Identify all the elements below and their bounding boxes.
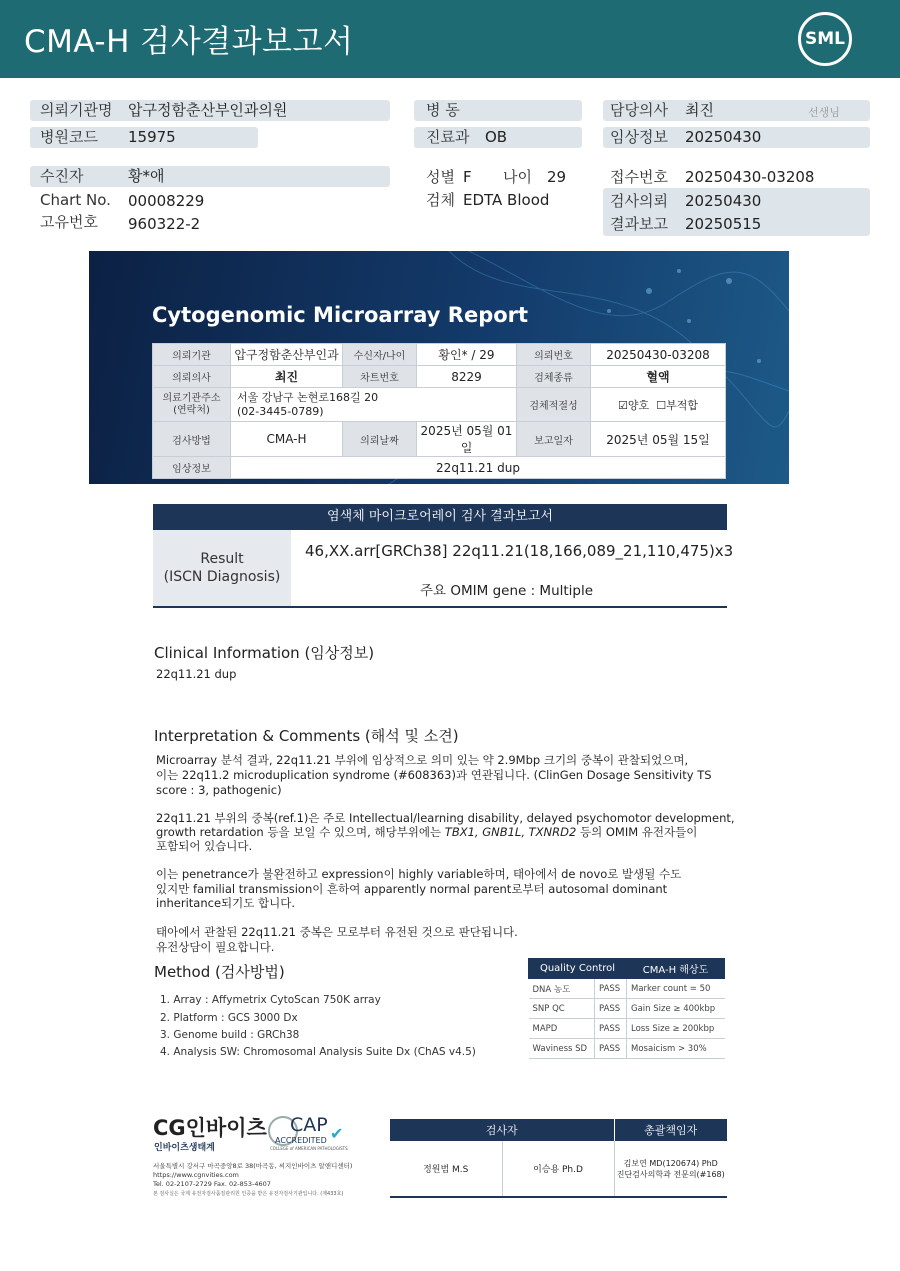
id-label: 고유번호	[40, 213, 98, 231]
phone: (02-3445-0789)	[237, 404, 324, 418]
tester1-signature: 정원범 M.S	[390, 1141, 502, 1197]
code-label: 병원코드	[40, 128, 98, 146]
request-label: 검사의뢰	[610, 192, 668, 210]
cap-college: COLLEGE of AMERICAN PATHOLOGISTS	[270, 1146, 348, 1151]
qc-status: PASS	[595, 1019, 627, 1039]
report-label: 결과보고	[610, 215, 668, 233]
interp-line: Microarray 분석 결과, 22q11.21 부위에 임상적으로 의미 있는 약 2.9Mbp 크기의 중복이 관찰되었으며,	[156, 753, 689, 767]
interp-line: 태아에서 관찰된 22q11.21 중복은 모로부터 유전된 것으로 판단됩니다.	[156, 925, 518, 939]
banner-title: Cytogenomic Microarray Report	[152, 303, 529, 327]
address: 서울 강남구 논현로168길 20	[237, 390, 379, 404]
receipt-value: 20250430-03208	[685, 168, 815, 186]
checked-checkbox-icon: ☑	[618, 398, 628, 412]
code-value: 15975	[128, 128, 176, 146]
company-address: 서울특별시 강서구 마곡중앙8로 38(마곡동, 씨지인바이츠 알앤디센터)	[153, 1162, 353, 1170]
doctor-label: 담당의사	[610, 101, 668, 119]
suitability-cell	[591, 388, 726, 422]
cell: 압구정함춘산부인과	[231, 344, 343, 366]
receipt-label: 접수번호	[610, 168, 668, 186]
result-label: Result	[200, 551, 244, 567]
resolution-item: Mosaicism > 30%	[627, 1039, 725, 1059]
dept-label: 진료과	[426, 128, 470, 146]
name-row-bg	[30, 166, 390, 187]
name-value: 황*애	[128, 167, 165, 185]
inst-label: 의뢰기관명	[40, 101, 113, 119]
cell: 의료기관주소 (연락처)	[153, 388, 231, 422]
report-title: CMA-H 검사결과보고서	[24, 24, 354, 60]
specimen-value: EDTA Blood	[463, 191, 550, 209]
gene-list: TBX1, GNB1L, TXNRD2	[444, 825, 577, 839]
id-value: 960322-2	[128, 215, 201, 233]
resolution-header: CMA-H 해상도	[627, 959, 725, 979]
banner-info-table	[152, 343, 726, 479]
qc-header: Quality Control	[529, 959, 627, 979]
resolution-item: Gain Size ≥ 400kbp	[627, 999, 725, 1019]
director-signature	[614, 1141, 727, 1197]
chart-value: 00008229	[128, 192, 205, 210]
interp-text: growth retardation 등을 보일 수 있으며, 해당부위에는	[156, 825, 445, 839]
name-label: 수진자	[40, 167, 84, 185]
signature-table	[390, 1119, 727, 1198]
cell: 검체종류	[517, 366, 591, 388]
resolution-item: Marker count = 50	[627, 979, 725, 999]
cell: 보고일자	[517, 422, 591, 457]
omim-gene: 주요 OMIM gene : Multiple	[420, 583, 594, 599]
interp-line: 이는 22q11.2 microduplication syndrome (#608363)과 연관됩니다. (ClinGen Dosage Sensitivity TS	[156, 768, 712, 782]
cell: 의뢰의사	[153, 366, 231, 388]
method-heading: Method (검사방법)	[154, 963, 285, 981]
interp-line: 있지만 familial transmission이 흔하여 apparently normal parent로부터 autosomal dominant	[156, 882, 668, 896]
report-header	[0, 0, 900, 78]
interpretation-heading: Interpretation & Comments (해석 및 소견)	[154, 727, 459, 745]
cma-report-banner	[89, 251, 789, 484]
cell: 황인* / 29	[417, 344, 517, 366]
interp-line: 포함되어 있습니다.	[156, 839, 253, 853]
method-item: 3. Genome build : GRCh38	[160, 1029, 300, 1041]
company-contact	[153, 1162, 352, 1189]
interp-line: score : 3, pathogenic)	[156, 783, 282, 797]
check-icon: ✔	[330, 1124, 344, 1143]
qc-item: SNP QC	[529, 999, 595, 1019]
cell: 의뢰번호	[517, 344, 591, 366]
qc-status: PASS	[595, 999, 627, 1019]
cell: 2025년 05월 15일	[591, 422, 726, 457]
cell: CMA-H	[231, 422, 343, 457]
company-tel: Tel. 02-2107-2729 Fax. 02-853-4607	[153, 1180, 271, 1188]
interp-line: 유전상담이 필요합니다.	[156, 940, 275, 954]
method-item: 1. Array : Affymetrix CytoScan 750K array	[160, 994, 381, 1006]
cell: 검체적절성	[517, 388, 591, 422]
age-label: 나이	[503, 168, 532, 186]
interp-line: 이는 penetrance가 불완전하고 expression이 highly variable하며, 태아에서 de novo로 발생될 수도	[156, 867, 682, 881]
quality-control-table	[528, 958, 725, 1059]
resolution-item: Loss Size ≥ 200kbp	[627, 1019, 725, 1039]
bad-label: 부적합	[666, 398, 698, 412]
method-item: 2. Platform : GCS 3000 Dx	[160, 1012, 298, 1024]
director-header: 총괄책임자	[614, 1119, 727, 1141]
method-item: 4. Analysis SW: Chromosomal Analysis Suite Dx (ChAS v4.5)	[160, 1046, 476, 1058]
interp-text: 등의 OMIM 유전자들이	[576, 825, 698, 839]
inst-value: 압구정함춘산부인과의원	[128, 101, 288, 119]
director-name: 김보연 MD(120674) PhD	[623, 1158, 718, 1168]
qc-status: PASS	[595, 1039, 627, 1059]
brand-sub: 인바이츠생태계	[154, 1143, 215, 1153]
result-label-box	[153, 530, 291, 606]
doctor-value: 최진	[685, 101, 714, 119]
sex-label: 성별	[426, 168, 455, 186]
cell: 최진	[231, 366, 343, 388]
doctor-suffix: 선생님	[808, 106, 840, 119]
cell: 수신자/나이	[343, 344, 417, 366]
cell: 22q11.21 dup	[231, 457, 726, 479]
result-box	[153, 530, 734, 608]
iscn-result: 46,XX.arr[GRCh38] 22q11.21(18,166,089_21,110,475)x3	[305, 542, 734, 560]
cg-invites-logo: CG인바이츠	[153, 1116, 267, 1140]
address-cell	[231, 388, 517, 422]
company-web: https://www.cgnvities.com	[153, 1171, 239, 1179]
cell: 2025년 05월 01일	[417, 422, 517, 457]
interp-line-genes	[156, 825, 697, 840]
unchecked-checkbox-icon: ☐	[656, 398, 667, 412]
cap-logo: CAP	[290, 1114, 328, 1136]
ok-label: 양호	[627, 398, 650, 412]
age-value: 29	[547, 168, 567, 186]
sml-logo: SML	[798, 12, 852, 66]
cell: 20250430-03208	[591, 344, 726, 366]
interp-line: inheritance되기도 합니다.	[156, 896, 295, 910]
cell: 임상정보	[153, 457, 231, 479]
qc-status: PASS	[595, 979, 627, 999]
qc-item: MAPD	[529, 1019, 595, 1039]
iscn-label: (ISCN Diagnosis)	[163, 569, 281, 585]
tester-header: 검사자	[390, 1119, 614, 1141]
interp-line: 22q11.21 부위의 중복(ref.1)은 주로 Intellectual/learning disability, delayed psychomotor development,	[156, 811, 735, 825]
specimen-label: 검체	[426, 191, 455, 209]
cell: 혈액	[591, 366, 726, 388]
clinical-heading: Clinical Information (임상정보)	[154, 644, 375, 662]
cell: 차트번호	[343, 366, 417, 388]
cap-accredited: ACCREDITED	[275, 1136, 327, 1145]
dept-value: OB	[485, 128, 508, 146]
clinical-label: 임상정보	[610, 128, 668, 146]
ward-label: 병 동	[426, 101, 460, 119]
request-value: 20250430	[685, 192, 762, 210]
tester2-signature: 이승용 Ph.D	[502, 1141, 614, 1197]
cell: 의뢰기관	[153, 344, 231, 366]
qc-item: DNA 농도	[529, 979, 595, 999]
director-title: 진단검사의학과 전문의(#168)	[616, 1169, 725, 1179]
qc-item: Waviness SD	[529, 1039, 595, 1059]
report-value: 20250515	[685, 215, 762, 233]
cell: 검사방법	[153, 422, 231, 457]
result-section-title: 염색체 마이크로어레이 검사 결과보고서	[153, 504, 727, 530]
clinical-text: 22q11.21 dup	[156, 667, 237, 681]
cell: 8229	[417, 366, 517, 388]
clinical-value: 20250430	[685, 128, 762, 146]
sex-value: F	[463, 168, 472, 186]
cell: 의뢰날짜	[343, 422, 417, 457]
lab-note: 본 검사실은 국제 유전자검사품질관리원 인증을 받은 유전자검사기관입니다. (제433호)	[153, 1191, 344, 1197]
chart-label: Chart No.	[40, 191, 111, 209]
